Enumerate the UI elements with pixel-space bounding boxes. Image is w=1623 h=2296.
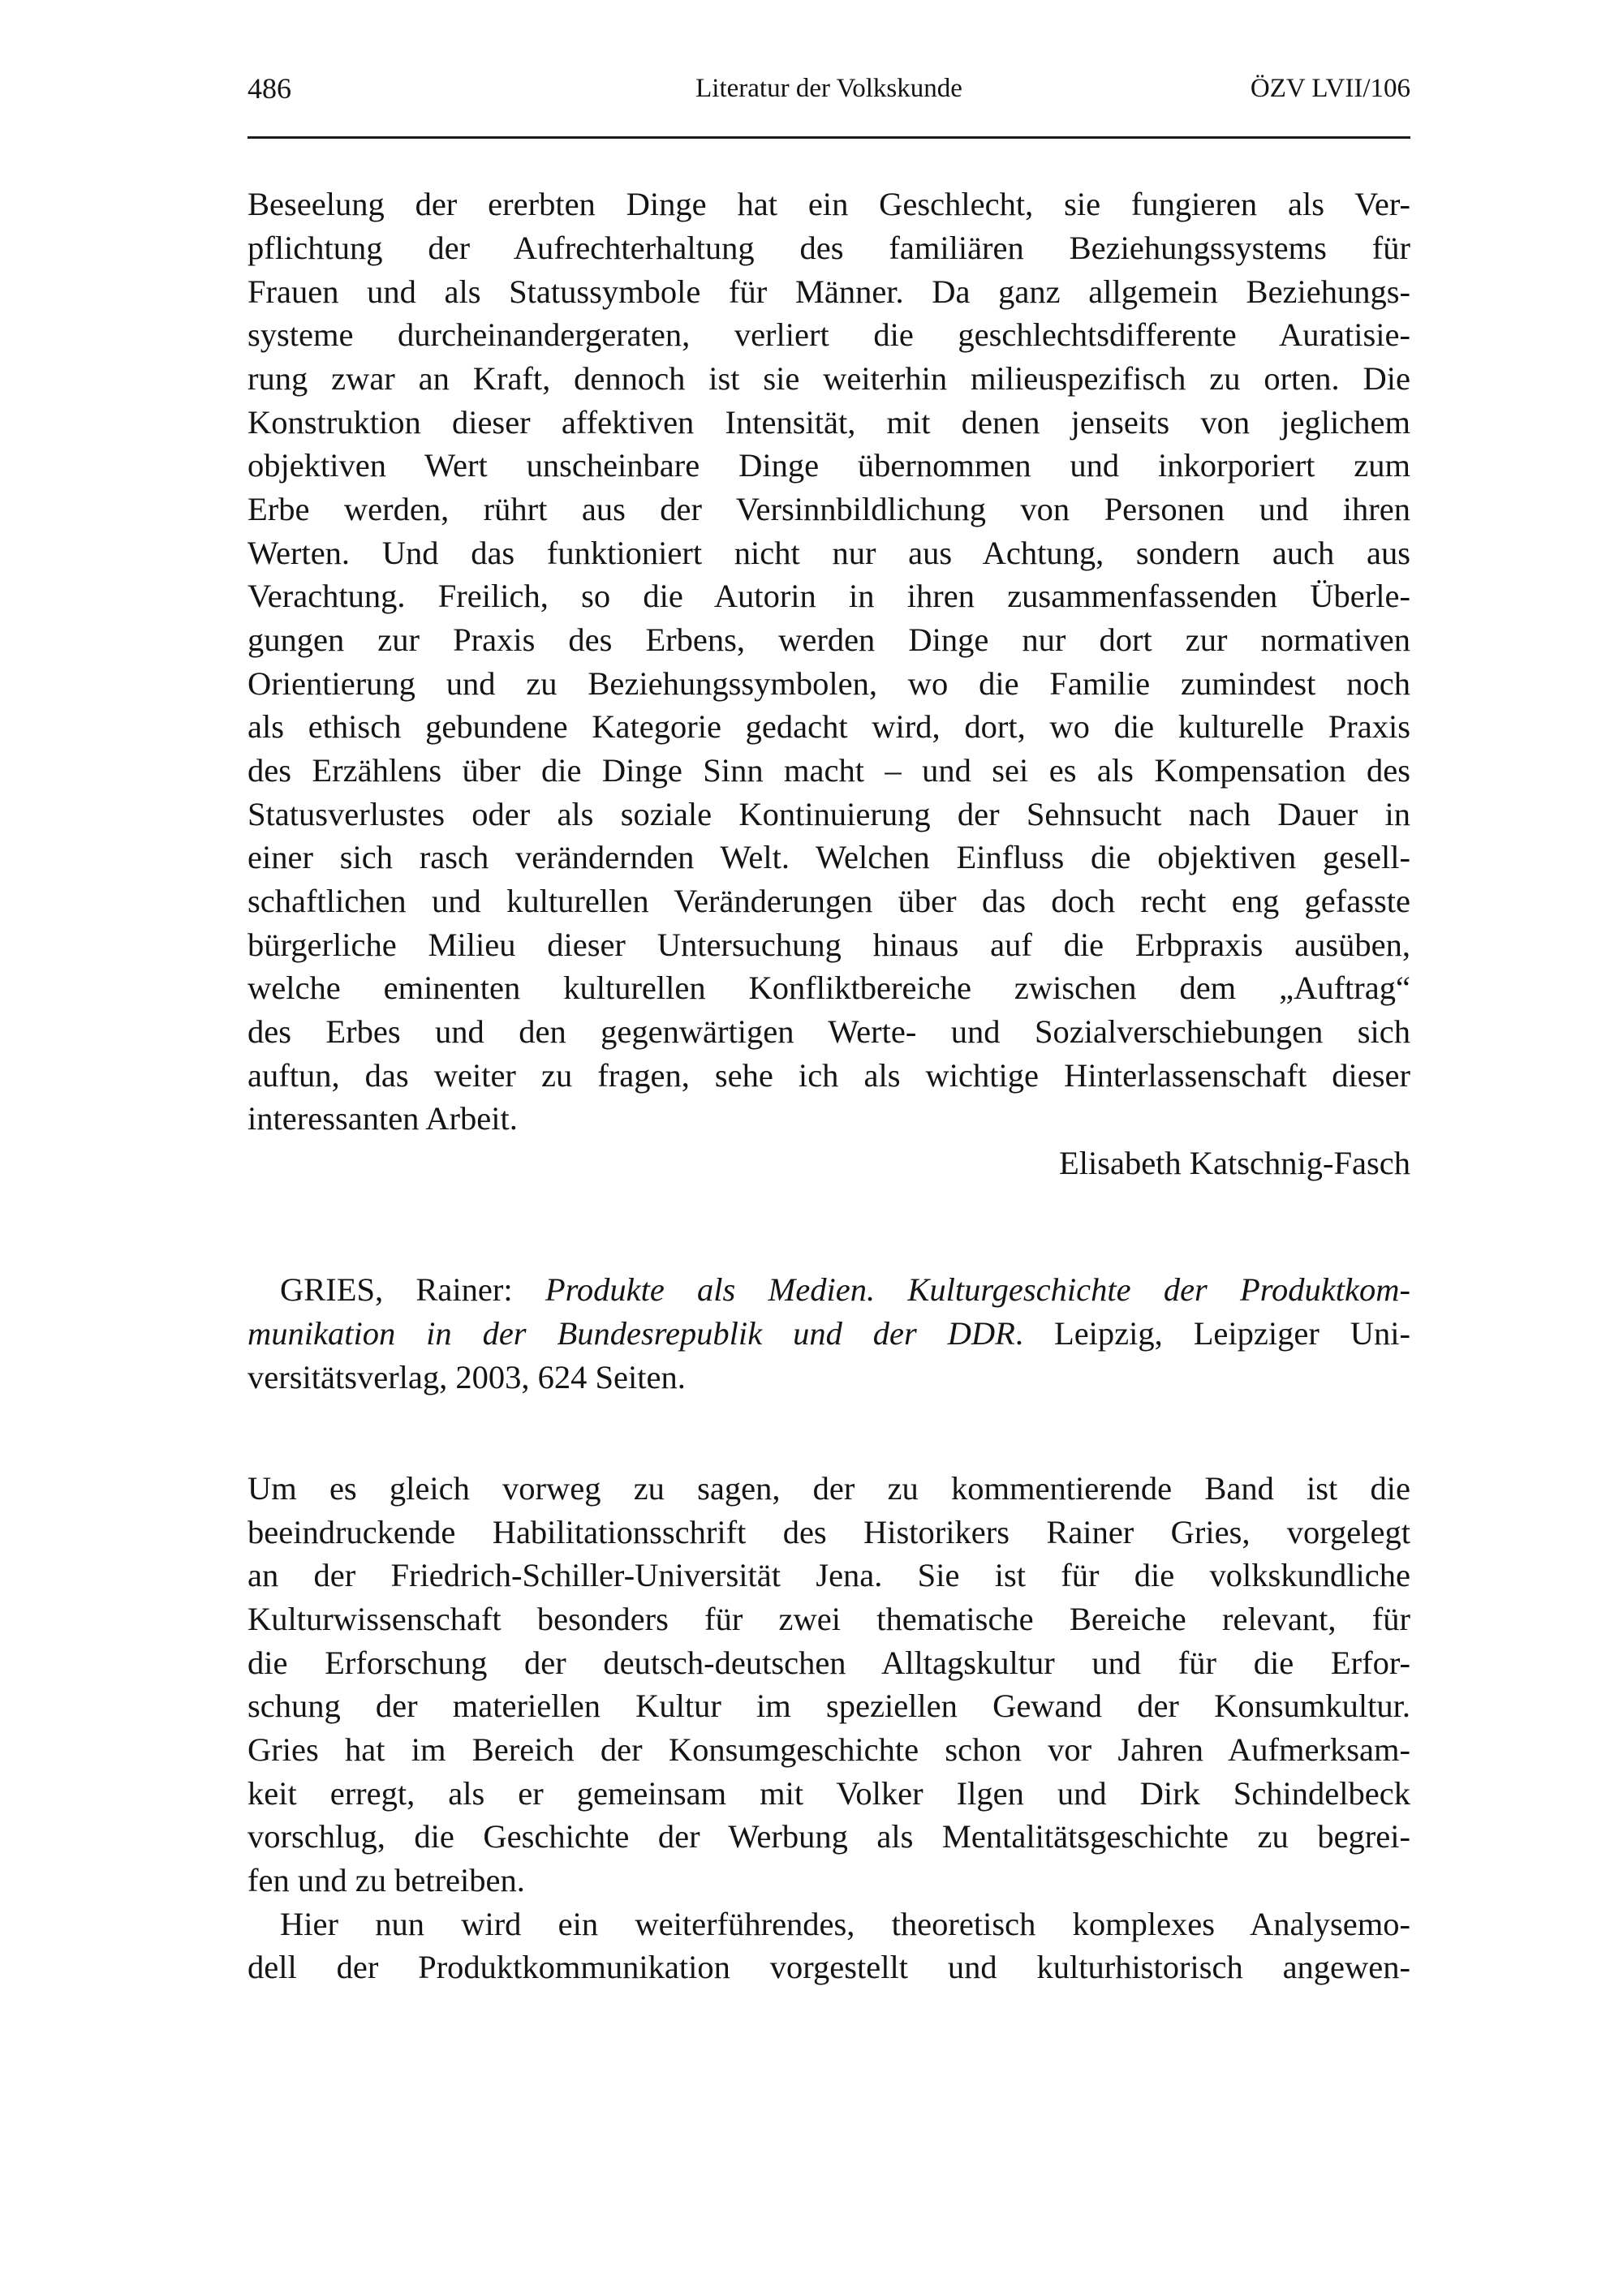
text-line: fen und zu betreiben. [248,1862,525,1898]
text-line: Werten. Und das funktioniert nicht nur aus Achtung, sondern auch aus [248,535,1410,571]
text-line: Gries hat im Bereich der Konsumgeschichte schon vor Jahren Aufmerksam- [248,1731,1410,1768]
text-line: dell der Produktkommunikation vorgestellt und kulturhistorisch angewen- [248,1949,1410,1985]
text-line: auftun, das weiter zu fragen, sehe ich als wichtige Hinterlassenschaft dieser [248,1057,1410,1094]
citation-line [280,1268,1410,1312]
text-line: schaftlichen und kulturellen Veränderungen über das doch recht eng gefasste [248,883,1410,919]
reviewer-signature: Elisabeth Katschnig-Fasch [1058,1145,1410,1181]
text-line: Verachtung. Freilich, so die Autorin in ihren zusammenfassenden Überle- [248,578,1410,614]
text-line: Kulturwissenschaft besonders für zwei thematische Bereiche relevant, für [248,1601,1410,1637]
text-line: an der Friedrich-Schiller-Universität Jena. Sie ist für die volkskundliche [248,1557,1410,1593]
text-line: vorschlug, die Geschichte der Werbung als Mentalitätsgeschichte zu begrei- [248,1818,1410,1855]
running-head-title: Literatur der Volkskunde [695,74,962,103]
journal-reference: ÖZV LVII/106 [1250,74,1410,103]
text-line: Konstruktion dieser affektiven Intensität, mit denen jenseits von jeglichem [248,404,1410,441]
header-divider [248,136,1410,139]
text-line: des Erzählens über die Dinge Sinn macht – und sei es als Kompensation des [248,752,1410,789]
text-line: Erbe werden, rührt aus der Versinnbildlichung von Personen und ihren [248,491,1410,527]
text-line: als ethisch gebundene Kategorie gedacht wird, dort, wo die kulturelle Praxis [248,708,1410,745]
page-number: 486 [248,72,291,105]
text-line: objektiven Wert unscheinbare Dinge übernommen und inkorporiert zum [248,447,1410,484]
citation-line [248,1312,1410,1356]
text-line: beeindruckende Habilitationsschrift des Historikers Rainer Gries, vorgelegt [248,1514,1410,1550]
text-line: welche eminenten kulturellen Konfliktbereiche zwischen dem „Auftrag“ [248,970,1410,1006]
citation-author: GRIES, Rainer: [280,1271,513,1308]
text-line: einer sich rasch verändernden Welt. Welchen Einfluss die objektiven gesell- [248,839,1410,875]
text-line: schung der materiellen Kultur im speziellen Gewand der Konsumkultur. [248,1688,1410,1724]
document-page [248,0,1410,2296]
text-line: Beseelung der ererbten Dinge hat ein Geschlecht, sie fungieren als Ver- [248,186,1410,222]
text-line: pflichtung der Aufrechterhaltung des familiären Beziehungssystems für [248,230,1410,266]
text-line: interessanten Arbeit. [248,1100,518,1137]
text-line: bürgerliche Milieu dieser Untersuchung hinaus auf die Erbpraxis ausüben, [248,927,1410,963]
text-line: die Erforschung der deutsch-deutschen Alltagskultur und für die Erfor- [248,1645,1410,1681]
citation-title: Produkte als Medien. Kulturgeschichte der Produktkom- [545,1271,1410,1308]
text-line: Um es gleich vorweg zu sagen, der zu kommentierende Band ist die [248,1470,1410,1507]
text-line: rung zwar an Kraft, dennoch ist sie weiterhin milieuspezifisch zu orten. Die [248,360,1410,397]
text-line: Hier nun wird ein weiterführendes, theoretisch komplexes Analysemo- [280,1906,1410,1942]
text-line: keit erregt, als er gemeinsam mit Volker Ilgen und Dirk Schindelbeck [248,1775,1410,1812]
text-line: Frauen und als Statussymbole für Männer. Da ganz allgemein Beziehungs- [248,273,1410,310]
text-line: Orientierung und zu Beziehungssymbolen, wo die Familie zumindest noch [248,665,1410,702]
citation-title-continued: munikation in der Bundesrepublik und der DDR [248,1315,1015,1352]
text-line: des Erbes und den gegenwärtigen Werte- und Sozialverschiebungen sich [248,1013,1410,1050]
text-line: systeme durcheinandergeraten, verliert die geschlechtsdifferente Auratisie- [248,316,1410,353]
running-head [248,68,1410,109]
citation-line: versitätsverlag, 2003, 624 Seiten. [248,1359,686,1395]
citation-publisher: . Leipzig, Leipziger Uni- [1014,1315,1411,1352]
text-line: gungen zur Praxis des Erbens, werden Dinge nur dort zur normativen [248,621,1410,658]
text-line: Statusverlustes oder als soziale Kontinuierung der Sehnsucht nach Dauer in [248,796,1410,832]
